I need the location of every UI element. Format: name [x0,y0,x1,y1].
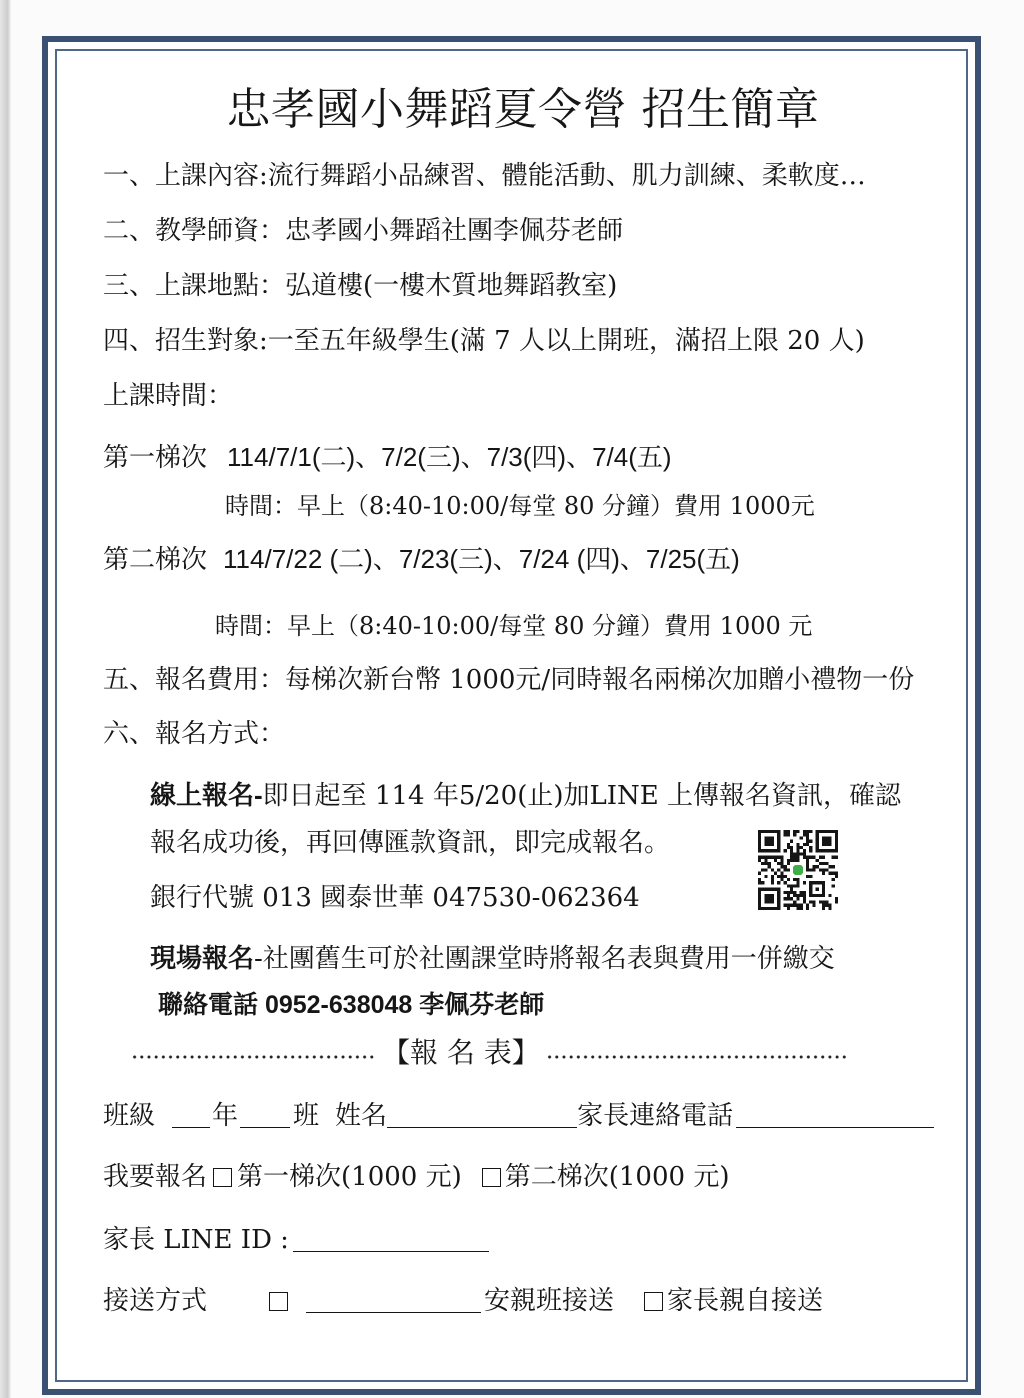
session-1-dates: 114/7/1(二)、7/2(三)、7/3(四)、7/4(五) [227,442,672,472]
line-logo-icon [793,865,803,875]
class-location: 三、上課地點：弘道樓(一樓木質地舞蹈教室) [103,271,618,301]
session-1-checkbox[interactable] [213,1168,232,1187]
form-divider [131,1037,848,1069]
pickup-option-1-label: 安親班接送 [484,1286,615,1316]
session-2-dates: 114/7/22 (二)、7/23(三)、7/24 (四)、7/25(五) [223,544,740,574]
session-1 [103,441,672,474]
pickup-option-2-label: 家長親自接送 [667,1286,824,1316]
bank-info: 銀行代號 013 國泰世華 047530-062364 [150,883,640,913]
onsite-registration-label: 現場報名 [150,943,255,973]
parent-phone-blank[interactable] [736,1127,934,1128]
dot-leader-left [131,1054,374,1060]
parent-phone-label: 家長連絡電話 [577,1101,734,1131]
page-title: 忠孝國小舞蹈夏令營 招生簡章 [226,84,820,135]
pickup-label: 接送方式 [103,1286,208,1316]
form-row-class-name [103,1100,934,1132]
registration-fee: 五、報名費用：每梯次新台幣 1000元/同時報名兩梯次加贈小禮物一份 [103,665,915,695]
class-blank[interactable] [240,1127,290,1128]
session-1-label: 第一梯次 [103,443,208,473]
teacher-info: 二、教學師資：忠孝國小舞蹈社團李佩芬老師 [103,216,624,246]
registration-method-heading: 六、報名方式： [103,719,286,749]
qr-finder-top-right [816,830,838,852]
session-2-checkbox[interactable] [482,1168,501,1187]
grade-label: 年 [212,1101,239,1131]
contact-phone: 聯絡電話 0952-638048 李佩芬老師 [158,991,545,1019]
session-1-option-label: 第一梯次(1000 元) [237,1162,462,1192]
online-registration-label: 線上報名- [150,780,263,810]
qr-finder-top-left [758,830,780,852]
enrollment-target: 四、招生對象:一至五年級學生(滿 7 人以上開班，滿招上限 20 人) [103,326,865,356]
session-2-time: 時間：早上（8:40-10:00/每堂 80 分鐘）費用 1000 元 [215,612,813,640]
line-id-blank[interactable] [293,1251,489,1252]
form-heading: 【報 名 表】 [382,1036,540,1069]
page-edge-shadow [0,0,11,1398]
form-row-pickup [103,1285,823,1317]
online-registration-text: 即日起至 114 年5/20(止)加LINE 上傳報名資訊，確認 [262,781,902,811]
schedule-heading: 上課時間： [103,381,234,411]
session-2 [103,543,740,576]
pickup-after-school-blank[interactable] [306,1312,481,1313]
onsite-registration-text: -社團舊生可於社團課堂時將報名表與費用一併繳交 [254,944,835,974]
name-label: 姓名 [335,1101,388,1131]
pickup-option-1-checkbox[interactable] [269,1292,288,1311]
qr-alignment-pattern [809,881,825,897]
qr-finder-bottom-left [758,888,780,910]
form-row-signup [103,1161,729,1193]
pickup-option-2-checkbox[interactable] [644,1292,663,1311]
form-row-line-id [103,1224,489,1256]
qr-code-icon [758,830,838,910]
grade-blank[interactable] [172,1127,210,1128]
session-1-time: 時間：早上（8:40-10:00/每堂 80 分鐘）費用 1000元 [225,492,815,520]
line-id-label: 家長 LINE ID : [103,1225,289,1255]
session-2-label: 第二梯次 [103,545,208,575]
dot-leader-right [546,1054,848,1060]
course-content: 一、上課內容:流行舞蹈小品練習、體能活動、肌力訓練、柔軟度… [103,161,866,191]
class-label: 班級 [103,1101,156,1131]
online-registration-text-2: 報名成功後，再回傳匯款資訊，即完成報名。 [150,828,671,858]
class-unit-label: 班 [293,1101,320,1131]
online-registration [150,779,901,812]
name-blank[interactable] [387,1127,577,1128]
session-2-option-label: 第二梯次(1000 元) [504,1162,730,1192]
signup-label: 我要報名 [103,1162,208,1192]
onsite-registration [150,942,835,975]
